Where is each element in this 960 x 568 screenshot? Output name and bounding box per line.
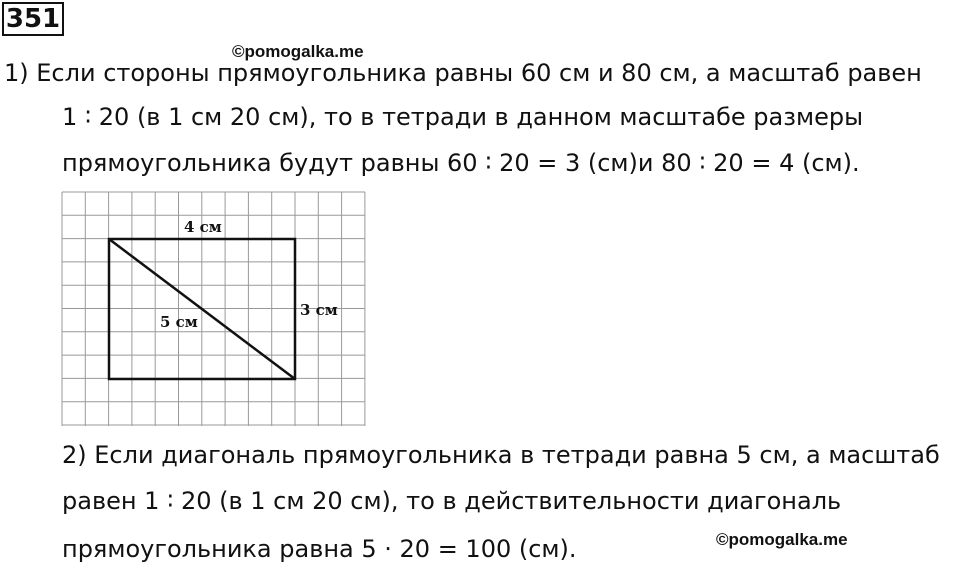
part1-line3: прямоугольника будут равны 60 ∶ 20 = 3 (см)и 80 ∶ 20 = 4 (см).: [62, 149, 860, 177]
part1-line1: 1) Если стороны прямоугольника равны 60 см и 80 см, а масштаб равен: [4, 59, 922, 87]
part2-line2: равен 1 ∶ 20 (в 1 см 20 см), то в действительности диагональ: [62, 487, 842, 515]
part2-line3: прямоугольника равна 5 ⋅ 20 = 100 (см).: [62, 535, 577, 563]
label-height: 3 см: [300, 301, 338, 319]
problem-number: 351: [2, 2, 64, 36]
watermark-bottom: ©pomogalka.me: [716, 530, 848, 549]
label-width: 4 см: [184, 218, 222, 236]
part2-line1: 2) Если диагональ прямоугольника в тетради равна 5 см, а масштаб: [62, 441, 940, 469]
part1-line2: 1 ∶ 20 (в 1 см 20 см), то в тетради в данном масштабе размеры: [62, 103, 864, 131]
label-diagonal: 5 см: [160, 313, 198, 331]
watermark-top: ©pomogalka.me: [232, 42, 364, 61]
